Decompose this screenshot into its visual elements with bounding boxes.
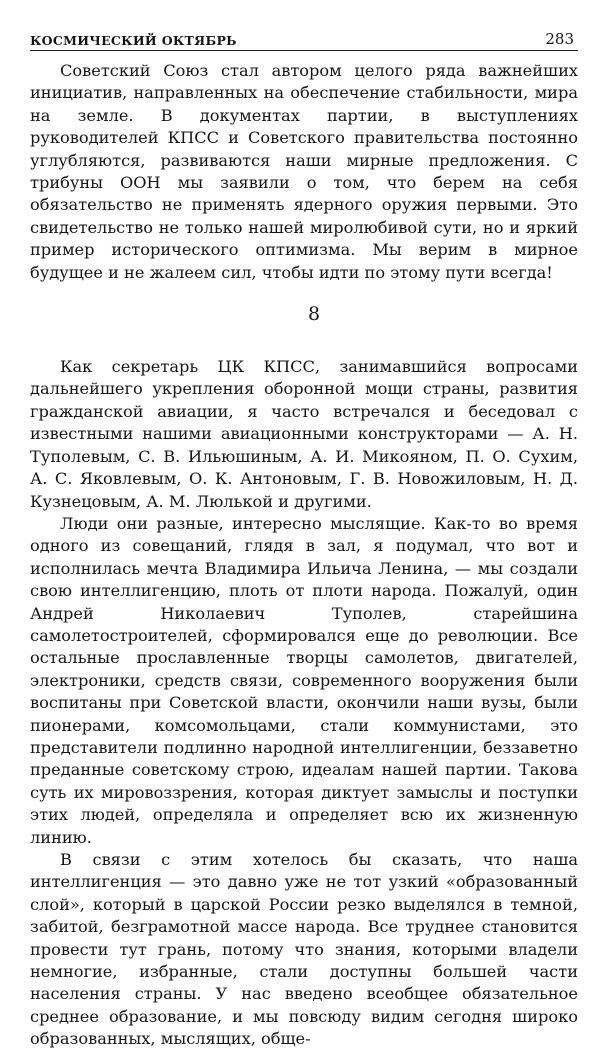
- paragraph-educated-society: В связи с этим хотелось бы сказать, что наша интеллигенция — это давно уже не тот узкий «образованный слой», который в царской России резко выделялся в темной, забитой, безграмотной массе народа. Все труднее становится провести тут грань, потому что знания, которыми владели немногие, избранные, стали доступны большей части населения страны. У нас введено всеобщее обязательное среднее образование, и мы повсюду видим сегодня широко образованных, мыслящих, обще-: [30, 850, 578, 1049]
- page-number: 283: [545, 30, 574, 48]
- paragraph-intelligentsia: Люди они разные, интересно мыслящие. Как-то во время одного из совещаний, глядя в зал, я подумал, что вот и исполнилась мечта Владимира Ильича Ленина, — мы создали свою интеллигенцию, плоть от плоти народа. Пожалуй, один Андрей Николаевич Туполев, старейшина самолетостроителей, сформировался еще до революции. Все остальные прославленные творцы самолетов, двигателей, электроники, средств связи, современного вооружения были воспитаны при Советской власти, окончили наши вузы, были пионерами, комсомольцами, стали коммунистами, это представители подлинно народной интеллигенции, беззаветно преданные советскому строю, идеалам нашей партии. Такова суть их мировоззрения, которая диктует замыслы и поступки этих людей, определяла и определяет всю их жизненную линию.: [30, 513, 578, 847]
- paragraph-aircraft-designers: Как секретарь ЦК КПСС, занимавшийся вопросами дальнейшего укрепления оборонной мощи страны, развития гражданской авиации, я часто встречался и беседовал с известными нашими авиационными конструкторами — А. Н. Туполевым, С. В. Ильюшиным, А. И. Микояном, П. О. Сухим, А. С. Яковлевым, О. К. Антоновым, Г. В. Новожиловым, Н. Д. Кузнецовым, А. М. Люлькой и другими.: [30, 357, 578, 511]
- paragraph-peace-initiatives: Советский Союз стал автором целого ряда важнейших инициатив, направленных на обеспечение стабильности, мира на земле. В документах партии, в выступлениях руководителей КПСС и Советского правительства постоянно углубляются, развиваются наши мирные предложения. С трибуны ООН мы заявили о том, что берем на себя обязательство не применять ядерного оружия первыми. Это свидетельство не только нашей миролюбивой сути, но и яркий пример исторического оптимизма. Мы верим в мирное будущее и не жалеем сил, чтобы идти по этому пути всегда!: [30, 61, 578, 282]
- running-head-title: КОСМИЧЕСКИЙ ОКТЯБРЬ: [30, 33, 237, 48]
- section-number: 8: [307, 303, 321, 326]
- body-text: [30, 60, 578, 1051]
- running-head: [30, 28, 578, 51]
- book-page: [30, 28, 578, 1051]
